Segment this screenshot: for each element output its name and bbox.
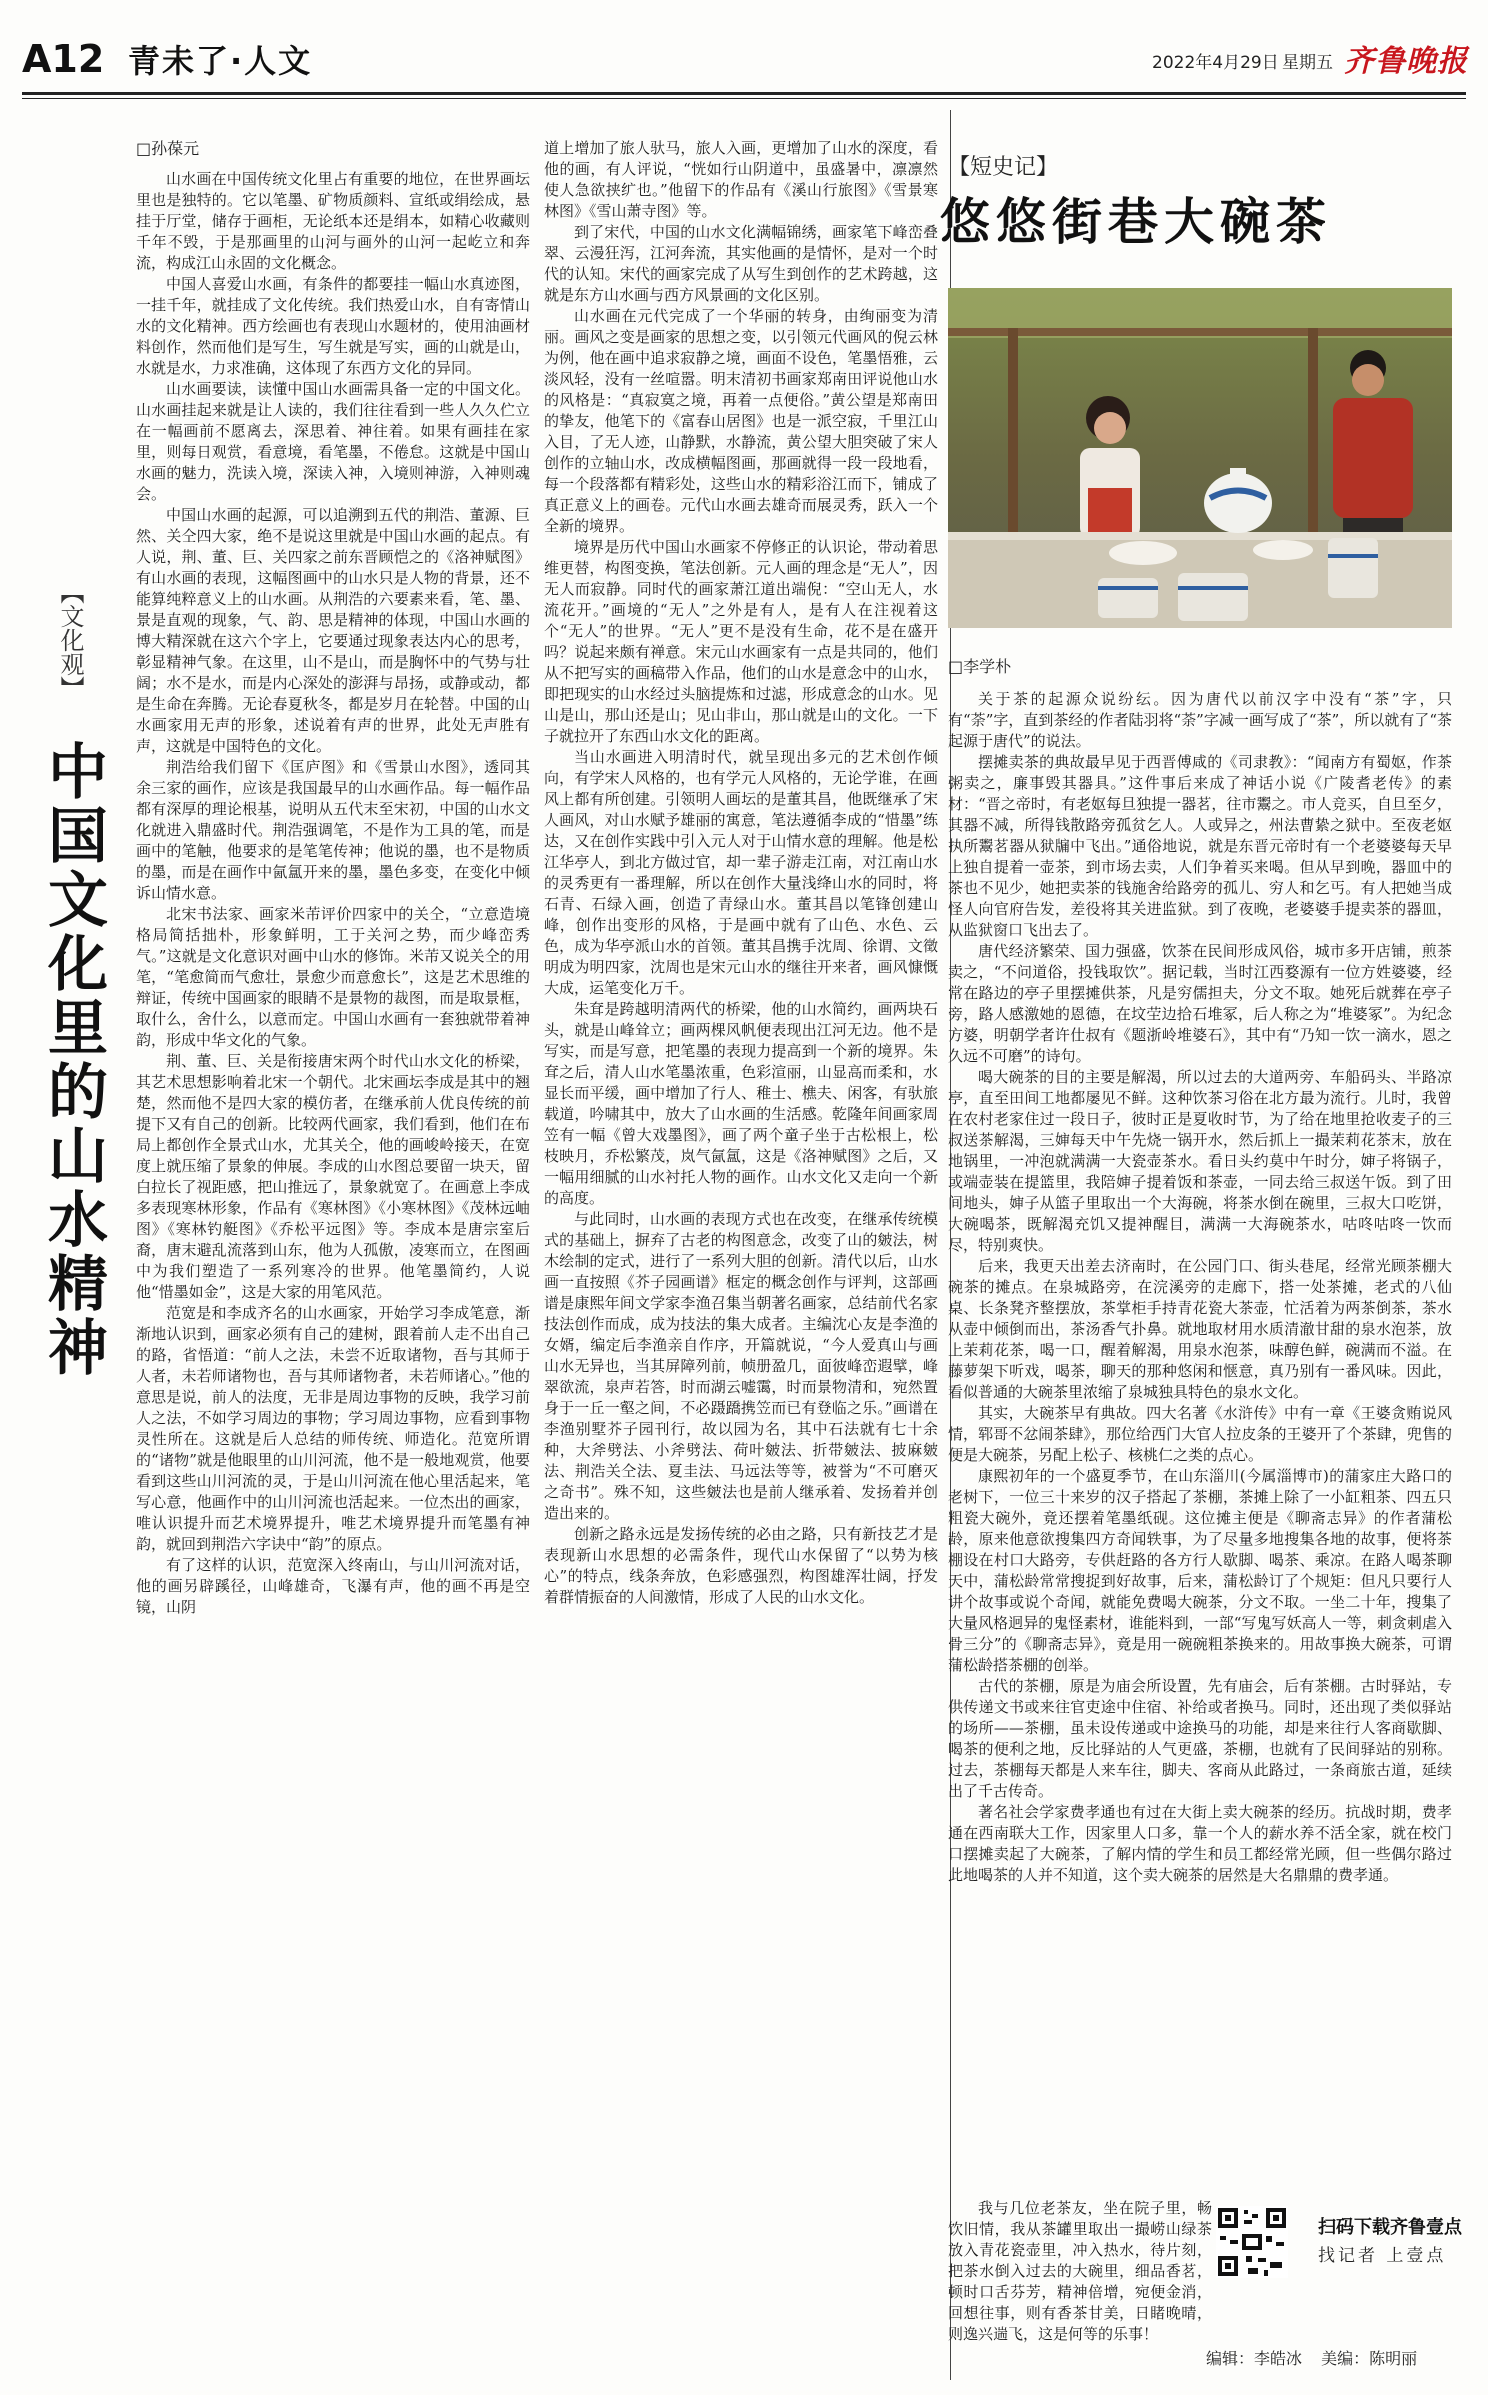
article-column-2 (544, 138, 938, 2376)
paragraph: 康熙初年的一个盛夏季节，在山东淄川(今属淄博市)的蒲家庄大路口的老树下，一位三十来岁的汉子搭起了茶棚，茶摊上除了一小缸粗茶、四五只粗瓷大碗外，竟还摆着笔墨纸砚。这位摊主便是《聊斋志异》的作者蒲松龄，原来他意欲搜集四方奇闻轶事，为了尽量多地搜集各地的故事，便将茶棚设在村口大路旁，专供赶路的各方行人歇脚、喝茶、乘凉。在路人喝茶聊天中，蒲松龄常常搜捉到好故事，后来，蒲松龄订了个规矩：但凡只要行人讲个故事或说个奇闻，就能免费喝大碗茶，分文不取。一坐二十年，搜集了大量风格迥异的鬼怪素材，谁能料到，一部“写鬼写妖高人一等，刺贪刺虐入骨三分”的《聊斋志异》，竟是用一碗碗粗茶换来的。用故事换大碗茶，可谓蒲松龄搭茶棚的创举。 (948, 1467, 1452, 1674)
issue-weekday: 星期五 (1282, 53, 1333, 73)
paragraph: 有了这样的认识，范宽深入终南山，与山川河流对话，他的画另辟蹊径，山峰雄奇，飞瀑有声，他的画不再是空镜，山阴 (136, 1556, 530, 1616)
page-number: A12 (22, 37, 105, 81)
paragraph: 山水画要读，读懂中国山水画需具备一定的中国文化。山水画挂起来就是让人读的，我们往往看到一些人久久伫立在一幅画前不愿离去，深思着、神往着。如果有画挂在家里，则每日观赏，看意境，看笔墨，不倦怠。这就是中国山水画的魅力，洗读入境，深读入神，入境则神游，入神则魂会。 (136, 380, 530, 503)
paragraph: 与此同时，山水画的表现方式也在改变，在继承传统模式的基础上，摒弃了古老的构图意念，改变了山的皴法，树木绘制的定式，进行了一系列大胆的创新。清代以后，山水画一直按照《芥子园画谱》框定的概念创作与评判，这部画谱是康熙年间文学家李渔召集当朝著名画家，总结前代名家技法创作而成，成为技法的集大成者。主编沈心友是李渔的女婿，编定后李渔亲自作序，开篇就说，“今人爱真山与画山水无异也，当其屏障列前，帧册盈几，面彼峰峦遐擘，峰翠欲流，泉声若答，时而湖云嘘霭，时而景物清和，宛然置身于一丘一壑之间，不必蹑蹻携笠而已有登临之乐。”画谱在李渔别墅芥子园刊行，故以园为名，其中石法就有七十余种，大斧劈法、小斧劈法、荷叶皴法、折带皴法、披麻皴法、荆浩关仝法、夏圭法、马远法等等，被誉为“不可磨灭之奇书”。殊不知，这些皴法也是前人继承着、发扬着并创造出来的。 (544, 1210, 938, 1522)
column-tag: 【文化观】 (56, 580, 84, 700)
masthead-logo: 齐鲁晚报 (1344, 44, 1468, 79)
credits (1206, 2346, 1431, 2369)
tea-stall-photo (948, 288, 1452, 628)
section-title: 青未了·人文 (128, 42, 313, 80)
article-title: 中国文化里的山水精神 (38, 740, 108, 1380)
paragraph: 荆浩给我们留下《匡庐图》和《雪景山水图》，透同其余三家的画作，应该是我国最早的山水画作品。每一幅作品都有深厚的理论根基，说明从五代末至宋初，中国的山水文化就进入鼎盛时代。荆浩强调笔，不是作为工具的笔，而是画中的笔触，他要求的是笔笔传神；他说的墨，也不是物质的墨，而是在画作中氤氲开来的墨，墨色多变，在变化中倾诉山情水意。 (136, 758, 530, 902)
paragraph: 关于茶的起源众说纷纭。因为唐代以前汉字中没有“茶”字，只有“荼”字，直到茶经的作者陆羽将“荼”字减一画写成了“茶”，所以就有了“茶起源于唐代”的说法。 (948, 690, 1452, 750)
editor-credit: 编辑：李皓冰 (1206, 2349, 1303, 2368)
issue-date: 2022年4月29日 (1152, 53, 1279, 73)
qr-subcaption: 找记者 上壹点 (1318, 2246, 1447, 2266)
paragraph: 我与几位老茶友，坐在院子里，畅饮旧情，我从茶罐里取出一撮崂山绿茶放入青花瓷壶里，冲入热水，待片刻，把茶水倒入过去的大碗里，细品香茗，顿时口舌芬芳，精神倍增，宛便金消，回想往事，则有香茶甘美，日睹晚晴，则逸兴遄飞，这是何等的乐事！ (948, 2199, 1212, 2343)
header-rule (22, 92, 1466, 95)
paragraph: 喝大碗茶的目的主要是解渴，所以过去的大道两旁、车船码头、半路凉亭，直至田间工地都屡见不鲜。这种饮茶习俗在北方最为流行。儿时，我曾在农村老家住过一段日子，彼时正是夏收时节，为了给在地里抢收麦子的三叔送茶解渴，三婶每天中午先烧一锅开水，然后抓上一撮茉莉花茶末，放在地锅里，一冲泡就满满一大瓷壶茶水。看日头约莫中午时分，婶子将锅子，或端壶装在提篮里，我陪婶子提着饭和茶壶，一同去给三叔送午饭。到了田间地头，婶子从篮子里取出一个大海碗，将茶水倒在碗里，三叔大口吃饼，大碗喝茶，既解渴充饥又提神醒目，满满一大海碗茶水，咕咚咕咚一饮而尽，特别爽快。 (948, 1068, 1452, 1254)
paragraph: 摆摊卖茶的典故最早见于西晋傅咸的《司隶教》：“闻南方有蜀妪，作茶粥卖之，廉事毁其器具。”这件事后来成了神话小说《广陵耆老传》的素材：“晋之帝时，有老妪每旦独提一器茗，往市鬻之。市人竞买，自旦至夕，其器不减，所得钱散路旁孤贫乞人。人或异之，州法曹絷之狱中。至夜老妪执所鬻茗器从狱牖中飞出。”通俗地说，就是东晋元帝时有一个老婆婆每天早上独自提着一壶茶，到市场去卖，人们争着买来喝。但从早到晚，器皿中的茶也不见少，她把卖茶的钱施舍给路旁的孤儿、穷人和乞丐。有人把她当成怪人向官府告发，差役将其关进监狱。到了夜晚，老婆婆手提卖茶的器皿，从监狱窗口飞出去了。 (948, 753, 1452, 939)
paragraph: 著名社会学家费孝通也有过在大街上卖大碗茶的经历。抗战时期，费孝通在西南联大工作，因家里人口多，靠一个人的薪水养不活全家，就在校门口摆摊卖起了大碗茶，了解内情的学生和员工都经常光顾，但一些偶尔路过此地喝茶的人并不知道，这个卖大碗茶的居然是大名鼎鼎的费孝通。 (948, 1803, 1452, 1884)
article-closing (948, 2198, 1212, 2358)
article-title-right: 悠悠街巷大碗茶 (940, 193, 1332, 251)
article-body-right (948, 656, 1452, 2194)
paragraph: 后来，我更天出差去济南时，在公园门口、街头巷尾，经常光顾茶棚大碗茶的摊点。在泉城路旁，在浣溪旁的走廊下，搭一处茶摊，老式的八仙桌、长条凳齐整摆放，茶掌柜手持青花瓷大茶壶，忙活着为两茶倒茶，茶水从壶中倾倒而出，茶汤香气扑鼻。就地取材用水质清澈甘甜的泉水泡茶，放上茉莉花茶，喝一口，醒着解渴，用泉水泡茶，味醇色鲜，碗满而不溢。在藤萝架下听戏，喝茶，聊天的那种悠闲和惬意，真乃别有一番风味。因此，看似普通的大碗茶里浓缩了泉城独具特色的泉水文化。 (948, 1257, 1452, 1401)
paragraph: 范宽是和李成齐名的山水画家，开始学习李成笔意，渐渐地认识到，画家必须有自己的建树，跟着前人走不出自己的路，省悟道：“前人之法，未尝不近取诸物，吾与其师于人者，未若师诸物也，吾与其师诸物者，未若师诸心。”他的意思是说，前人的法度，无非是周边事物的反映，我学习前人之法，不如学习周边的事物；学习周边事物，应看到事物灵性所在。这就是后人总结的师传统、师造化。范宽所谓的“诸物”就是他眼里的山川河流，他不是一般地观赏，他要看到这些山川河流的灵，于是山川河流在他心里活起来，笔写心意，他画作中的山川河流也活起来。一位杰出的画家，唯认识提升而艺术境界提升，唯艺术境界提升而笔墨有神韵，就回到荆浩六字诀中“韵”的原点。 (136, 1304, 530, 1553)
article-column-1 (136, 138, 530, 2376)
paragraph: 中国山水画的起源，可以追溯到五代的荆浩、董源、巨然、关仝四大家，绝不是说这里就是中国山水画的起点。有人说，荆、董、巨、关四家之前东晋顾恺之的《洛神赋图》有山水画的表现，这幅图画中的山水只是人物的背景，还不能算纯粹意义上的山水画。从荆浩的六要素来看，笔、墨、景是直观的现象，气、韵、思是精神的体现，中国山水画的博大精深就在这六个字上，它要通过现象表达内心的思考，彰显精神气象。在这里，山不是山，而是胸怀中的气势与壮阔；水不是水，而是内心深处的澎湃与昂扬，或静或动，都是生命在奔腾。无论春夏秋冬，都是岁月在轮替。中国的山水画家用无声的形象，述说着有声的世界，此处无声胜有声，这就是中国特色的文化。 (136, 506, 530, 755)
paragraph: 北宋书法家、画家米芾评价四家中的关仝，“立意造境格局简括拙朴，形象鲜明，工于关河之势，而少峰峦秀气。”这就是文化意识对画中山水的修饰。米芾又说关仝的用笔，“笔愈简而气愈壮，景愈少而意愈长”，这是艺术思维的辩证，传统中国画家的眼睛不是景物的裁图，而是取景框，取什么，舍什么，以意而定。中国山水画有一套独就带着神韵，形成中华文化的气象。 (136, 905, 530, 1049)
article-photo (948, 288, 1452, 628)
paragraph: 古代的茶棚，原是为庙会所设置，先有庙会，后有茶棚。古时驿站，专供传递文书或来往官吏途中住宿、补给或者换马。同时，还出现了类似驿站的场所——茶棚，虽未设传递或中途换马的功能，却是来往行人客商歇脚、喝茶的便利之地，反比驿站的人气更盛，茶棚，也就有了民间驿站的别称。过去，茶棚每天都是人来车往，脚夫、客商从此路过，一条商旅古道，延续出了千古传奇。 (948, 1677, 1452, 1800)
qr-code-icon[interactable] (1216, 2206, 1288, 2278)
article-byline: □孙葆元 (136, 139, 200, 158)
paragraph: 其实，大碗茶早有典故。四大名著《水浒传》中有一章《王婆贪贿说风情，郓哥不忿闹茶肆》，那位给西门大官人拉皮条的王婆开了个茶肆，兜售的便是大碗茶，另配上松子、核桃仁之类的点心。 (948, 1404, 1452, 1464)
page-header (0, 0, 1488, 92)
article-byline-right: □李学朴 (948, 657, 1012, 676)
paragraph: 朱耷是跨越明清两代的桥梁，他的山水简约，画两块石头，就是山峰耸立；画两棵风帆便表现出江河无边。他不是写实，而是写意，把笔墨的表现力提高到一个新的境界。朱耷之后，清人山水笔墨浓重，色彩渲丽，山显高而柔和，水显长而平缓，画中增加了行人、稚士、樵夫、闲客，有驮旅载道，吟啸其中，放大了山水画的生活感。乾隆年间画家周笠有一幅《曾大戏墨图》，画了两个童子坐于古松根上，松枝映月，乔松繁茂，岚气氤氲，这是《洛神赋图》之后，又一幅用细腻的山水衬托人物的画作。山水文化又走向一个新的高度。 (544, 1000, 938, 1207)
paragraph: 山水画在元代完成了一个华丽的转身，由绚丽变为清丽。画风之变是画家的思想之变，以引领元代画风的倪云林为例，他在画中追求寂静之境，画面不设色，笔墨悟雅，云淡风轻，没有一丝喧嚣。明末清初书画家郑南田评说他山水的风格是：“真寂寞之境，再着一点便俗。”黄公望是郑南田的挚友，他笔下的《富春山居图》也是一派空寂，千里江山入目，了无人迹，山静默，水静流，黄公望大胆突破了宋人创作的立轴山水，改成横幅图画，那画就得一段一段地看，每一个段落都有精彩处，这些山水的精彩浴江而下，铺成了真正意义上的画卷。元代山水画去雄奇而展灵秀，跃入一个全新的境界。 (544, 307, 938, 535)
paragraph: 中国人喜爱山水画，有条件的都要挂一幅山水真迹图，一挂千年，就挂成了文化传统。我们热爱山水，自有寄情山水的文化精神。西方绘画也有表现山水题材的，使用油画材料创作，然而他们是写生，写生就是写实，画的山就是山，水就是水，力求准确，这体现了东西方文化的异同。 (136, 275, 530, 377)
art-editor-credit: 美编：陈明丽 (1321, 2349, 1418, 2368)
column-tag-right: 【短史记】 (948, 155, 1059, 180)
paragraph: 荆、董、巨、关是衔接唐宋两个时代山水文化的桥梁，其艺术思想影响着北宋一个朝代。北宋画坛李成是其中的翘楚，然而他不是四大家的模仿者，在继承前人优良传统的前提下又有自己的创新。比较两代画家，我们看到，他们在布局上都创作全景式山水，尤其关仝，他的画峻岭接天，在宽度上就压缩了景象的伸展。李成的山水图总要留一块天，留白拉长了视距感，把山推远了，景象就宽了。在画意上李成多表现寒林形象，作品有《寒林图》《小寒林图》《茂林远岫图》《寒林钓艇图》《乔松平远图》等。李成本是唐宗室后裔，唐末避乱流落到山东，他为人孤傲，凌寒而立，在图画中为我们塑造了一系列寒冷的世界。他笔墨简约，人说他“惜墨如金”，这是大家的用笔风范。 (136, 1052, 530, 1301)
paragraph: 当山水画进入明清时代，就呈现出多元的艺术创作倾向，有学宋人风格的，也有学元人风格的，无论学谁，在画风上都有所创建。引领明人画坛的是董其昌，他既继承了宋人画风，对山水赋予雄丽的寓意，笔法遵循李成的“惜墨”练达，又在创作实践中引入元人对于山情水意的理解。他是松江华亭人，到北方做过官，却一辈子游走江南，对江南山水的灵秀更有一番理解，所以在创作大量浅绛山水的同时，将石青、石绿入画，创造了青绿山水。董其昌以笔锋创建山峰，创作出变形的风格，于是画中就有了山色、水色、云色，成为华亭派山水的首领。董其昌携手沈周、徐谓、文徵明成为明四家，沈周也是宋元山水的继往开来者，画风慷慨大成，运笔变化万千。 (544, 748, 938, 997)
paragraph: 山水画在中国传统文化里占有重要的地位，在世界画坛里也是独特的。它以笔墨、矿物质颜料、宣纸或绢绘成，悬挂于厅堂，储存于画柜，无论纸本还是绢本，如精心收藏则千年不毁，于是那画里的山河与画外的山河一起屹立和奔流，构成江山永固的文化概念。 (136, 170, 530, 272)
header-rule-thin (22, 98, 1466, 99)
paragraph: 道上增加了旅人驮马，旅人入画，更增加了山水的深度，看他的画，有人评说，“恍如行山阴道中，虽盛暑中，凛凛然使人急欲挟纩也。”他留下的作品有《溪山行旅图》《雪景寒林图》《雪山萧寺图》等。 (544, 139, 938, 220)
paragraph: 创新之路永远是发扬传统的必由之路，只有新技艺才是表现新山水思想的必需条件，现代山水保留了“以势为核心”的特点，线条奔放，色彩感强烈，构图雄浑壮阔，抒发着群情振奋的人间激情，形成了人民的山水文化。 (544, 1525, 938, 1606)
paragraph: 境界是历代中国山水画家不停修正的认识论，带动着思维更替，构图变换，笔法创新。元人画的理念是“无人”，因无人而寂静。同时代的画家萧江道出端倪：“空山无人，水流花开。”画境的“无人”之外是有人，是有人在注视着这个“无人”的世界。“无人”更不是没有生命，花不是在盛开吗？说起来颇有禅意。宋元山水画家有一点是共同的，他们从不把写实的画稿带入作品，他们的山水是意念中的山水，即把现实的山水经过头脑提炼和过滤，形成意念的山水。见山是山，那山还是山；见山非山，那山就是山的文化。一下子就拉开了东西山水文化的距离。 (544, 538, 938, 745)
paragraph: 唐代经济繁荣、国力强盛，饮茶在民间形成风俗，城市多开店铺，煎茶卖之，“不问道俗，投钱取饮”。据记载，当时江西婺源有一位方姓婆婆，经常在路边的亭子里摆摊供茶，凡是穷儒担夫，分文不取。她死后就葬在亭子旁，路人感激她的恩德，在坟茔边拾石堆冢，后人称之为“堆婆冢”。为纪念方婆，明朝学者许仕叔有《题浙岭堆婆石》，其中有“乃知一饮一滴水，恩之久远不可磨”的诗句。 (948, 942, 1452, 1065)
paragraph: 到了宋代，中国的山水文化满幅锦绣，画家笔下峰峦叠翠、云漫狂泻，江河奔流，其实他画的是情怀，是对一个时代的认知。宋代的画家完成了从写生到创作的艺术跨越，这就是东方山水画与西方风景画的文化区别。 (544, 223, 938, 304)
qr-caption: 扫码下载齐鲁壹点 (1318, 2217, 1462, 2238)
